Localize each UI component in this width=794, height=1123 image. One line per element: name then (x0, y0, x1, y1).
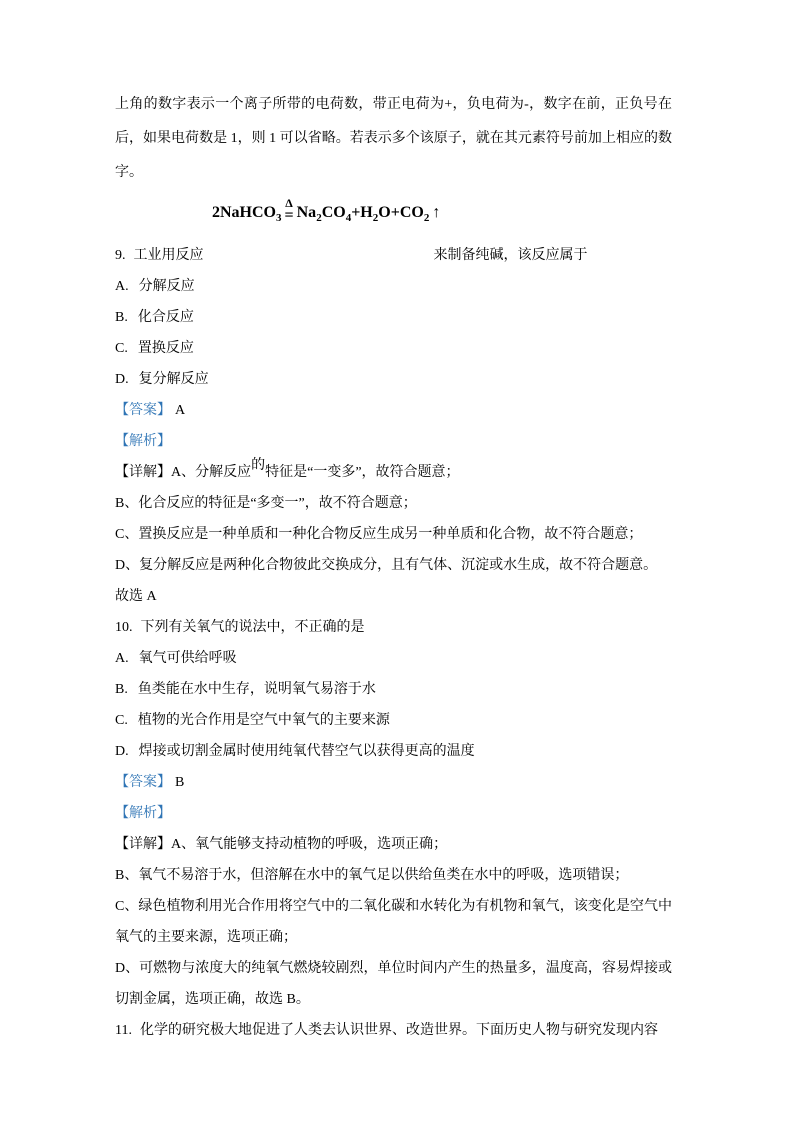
equation-lhs: 2NaHCO (212, 204, 276, 221)
option-label: A. (115, 279, 129, 294)
detail-text: A、氧气能够支持动植物的呼吸，选项正确； (171, 837, 448, 852)
option-row-c (115, 333, 672, 364)
answer-label: 【答案】 (115, 403, 171, 418)
equation-subscript: 4 (345, 212, 352, 224)
option-label: B. (115, 310, 128, 325)
option-row-a (115, 271, 672, 302)
option-label: D. (115, 372, 129, 387)
detail-label: 【详解】 (115, 837, 171, 852)
question-text: 下列有关氧气的说法中，不正确的是 (140, 620, 365, 635)
option-text: 焊接或切割金属时使用纯氧代替空气以获得更高的温度 (138, 744, 475, 759)
analysis-label: 【解析】 (115, 806, 171, 821)
option-row-a (115, 643, 672, 674)
question-number: 10. (115, 620, 133, 635)
detail-row: C、绿色植物利用光合作用将空气中的二氧化碳和水转化为有机物和氧气，该变化是空气中氧气的主要来源，选项正确； (115, 899, 672, 945)
answer-value: A (175, 403, 186, 418)
option-text: 鱼类能在水中生存，说明氧气易溶于水 (137, 682, 376, 697)
detail-row: B、化合反应的特征是“多变一”，故不符合题意； (115, 496, 417, 511)
option-text: 化合反应 (137, 310, 194, 325)
answer-value: B (175, 775, 185, 790)
analysis-row (115, 426, 672, 457)
equation-subscript: 2 (316, 212, 322, 224)
question-text: 工业用反应 (133, 248, 204, 263)
question-number: 11. (115, 1023, 132, 1038)
detail-row: B、氧气不易溶于水，但溶解在水中的氧气足以供给鱼类在水中的呼吸，选项错误； (115, 868, 629, 883)
conclusion-row: 故选 A (115, 589, 157, 604)
option-text: 复分解反应 (138, 372, 209, 387)
equals-sign: = (284, 207, 294, 224)
detail-row: D、复分解反应是两种化合物彼此交换成分，且有气体、沉淀或水生成，故不符合题意。 (115, 558, 658, 573)
option-label: C. (115, 713, 128, 728)
equation-rhs: O+CO (378, 204, 424, 221)
option-label: D. (115, 744, 129, 759)
option-text: 氧气可供给呼吸 (138, 651, 237, 666)
analysis-row (115, 798, 672, 829)
detail-text: A、分解反应 (171, 465, 252, 480)
equation-subscript: 2 (423, 212, 430, 224)
equation-rhs: CO (321, 204, 346, 221)
option-label: B. (115, 682, 128, 697)
option-row-c (115, 705, 672, 736)
answer-row (115, 395, 672, 426)
option-text: 分解反应 (138, 279, 195, 294)
detail-row (115, 829, 672, 860)
question-11-stem (115, 1015, 672, 1046)
equation-subscript: 3 (276, 212, 282, 224)
up-arrow-icon: ↑ (432, 204, 441, 221)
raised-character: 的 (251, 458, 266, 473)
intro-paragraph: 上角的数字表示一个离子所带的电荷数，带正电荷为+，负电荷为-，数字在前，正负号在后，如果电荷数是 1，则 1 可以省略。若表示多个该原子，就在其元素符号前加上相应的数字。 (115, 97, 672, 180)
equation-rhs: +H (351, 204, 373, 221)
question-text: 来制备纯碱，该反应属于 (433, 248, 588, 263)
question-9-stem (115, 240, 672, 271)
detail-row: D、可燃物与浓度大的纯氧气燃烧较剧烈，单位时间内产生的热量多，温度高，容易焊接或切割金属，选项正确，故选 B。 (115, 961, 672, 1007)
option-label: A. (115, 651, 129, 666)
option-text: 植物的光合作用是空气中氧气的主要来源 (137, 713, 390, 728)
equation-subscript: 2 (372, 212, 379, 224)
chemical-equation (115, 190, 672, 240)
analysis-label: 【解析】 (115, 434, 171, 449)
option-label: C. (115, 341, 128, 356)
answer-label: 【答案】 (115, 775, 171, 790)
detail-text: 特征是“一变多”，故符合题意； (265, 465, 460, 480)
question-text: 化学的研究极大地促进了人类去认识世界、改造世界。下面历史人物与研究发现内容 (139, 1023, 658, 1038)
document-content (115, 88, 672, 1046)
option-text: 置换反应 (137, 341, 194, 356)
detail-row: C、置换反应是一种单质和一种化合物反应生成另一种单质和化合物，故不符合题意； (115, 527, 643, 542)
option-row-d (115, 736, 672, 767)
delta-icon: Δ (285, 196, 293, 210)
equation-rhs: Na (296, 204, 317, 221)
option-row-b (115, 674, 672, 705)
detail-row (115, 457, 672, 488)
question-number: 9. (115, 248, 126, 263)
option-row-b (115, 302, 672, 333)
delta-over-equals (285, 198, 294, 222)
detail-label: 【详解】 (115, 465, 171, 480)
option-row-d (115, 364, 672, 395)
question-10-stem (115, 612, 672, 643)
answer-row (115, 767, 672, 798)
